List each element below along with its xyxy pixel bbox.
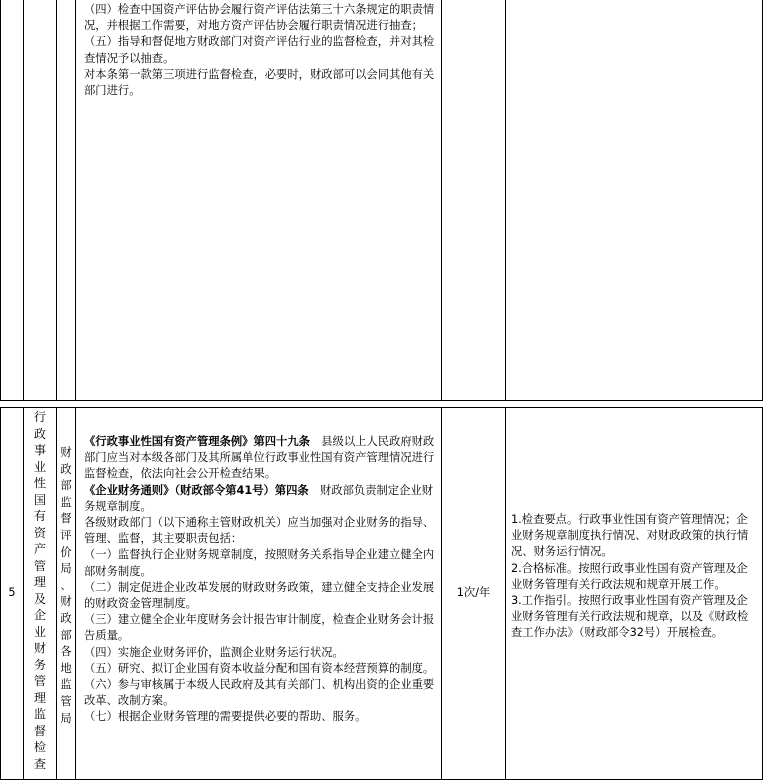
method-paragraph: 1.检查要点。行政事业性国有资产管理情况；企业财务规章制度执行情况、对财政政策的执行情况、财务运行情况。 (511, 513, 749, 559)
table-row (1, 0, 763, 401)
method-paragraph: 3.工作指引。按照行政事业性国有资产管理及企业财务管理有关行政法规和规章，以及《财政检查工作办法》（财政部令32号）开展检查。 (511, 594, 749, 640)
item-cell (24, 0, 57, 401)
basis-paragraph: 各级财政部门（以下通称主管财政机关）应当加强对企业财务的指导、管理、监督，其主要职责包括： (84, 516, 435, 546)
basis-paragraph: （四）检查中国资产评估协会履行资产评估法第三十六条规定的职责情况，并根据工作需要，对地方资产评估协会履行职责情况进行抽查； (84, 3, 435, 33)
method-paragraph: 2.合格标准。按照行政事业性国有资产管理及企业财务管理有关行政法规和规章开展工作。 (511, 561, 748, 591)
table-row (1, 408, 763, 780)
basis-law1 (84, 434, 435, 483)
frequency-cell: 1次/年 (442, 408, 506, 780)
basis-law2 (84, 483, 435, 515)
basis-paragraph: （七）根据企业财务管理的需要提供必要的帮助、服务。 (84, 710, 367, 724)
law2-text: 财政部负责制定企业财务规章制度。 (84, 483, 433, 513)
basis-cell (76, 408, 442, 780)
basis-paragraph: （五）指导和督促地方财政部门对资产评估行业的监督检查，并对其检查情况予以抽查。 (84, 35, 435, 65)
method-cell (506, 408, 763, 780)
number-cell (1, 0, 24, 401)
basis-cell (76, 0, 442, 401)
basis-paragraph: （五）研究、拟订企业国有资本收益分配和国有资本经营预算的制度。 (84, 661, 435, 675)
inspection-table-row5 (0, 407, 763, 780)
basis-paragraph: （四）实施企业财务评价，监测企业财务运行状况。 (84, 645, 344, 659)
basis-paragraph: （一）监督执行企业财务规章制度，按照财务关系指导企业建立健全内部财务制度。 (84, 548, 435, 578)
basis-paragraph: 对本条第一款第三项进行监督检查，必要时，财政部可以会同其他有关部门进行。 (84, 67, 435, 98)
law2-title: 《企业财务通则》（财政部令第41号）第四条 (84, 483, 309, 497)
basis-paragraph: （六）参与审核属于本级人民政府及其有关部门、机构出资的企业重要改革、改制方案。 (84, 678, 435, 708)
dept-cell (57, 0, 76, 401)
law1-text: 县级以上人民政府财政部门应当对本级各部门及其所属单位行政事业性国有资产管理情况进行监督检查，依法向社会公开检查结果。 (84, 435, 435, 481)
row-number: 5 (1, 408, 24, 780)
method-cell (506, 0, 763, 401)
item-cell (24, 408, 57, 780)
law1-title: 《行政事业性国有资产管理条例》第四十九条 (84, 435, 310, 448)
frequency-cell (442, 0, 506, 401)
basis-paragraph: （三）建立健全企业年度财务会计报告审计制度，检查企业财务会计报告质量。 (84, 613, 435, 643)
dept-cell (57, 408, 76, 780)
item-name: 行 政 事 业 性 国 有 资 产 管 理 及 企 业 财 务 管 理 监 督 检 查 (33, 410, 47, 771)
responsible-department: 财 政 部 监 督 评 价 局 、 财 政 部 各 地 监 管 局 (60, 446, 72, 725)
basis-paragraph: （二）制定促进企业改革发展的财政财务政策，建立健全支持企业发展的财政资金管理制度。 (84, 580, 435, 611)
